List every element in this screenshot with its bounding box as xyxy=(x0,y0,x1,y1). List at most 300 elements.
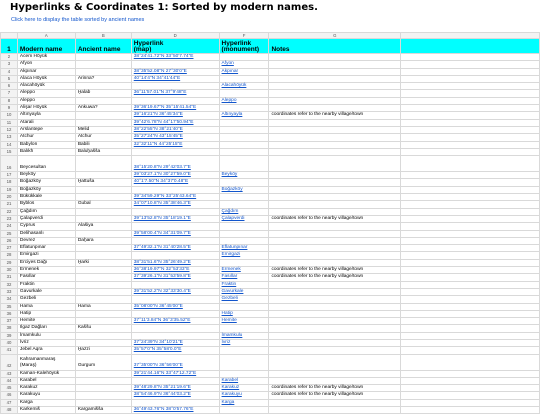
map-link[interactable]: 37°35'00"N 36°56'00"E xyxy=(133,363,183,369)
empty-cell[interactable] xyxy=(401,215,540,222)
map-link-cell[interactable] xyxy=(131,148,219,155)
map-link-cell[interactable] xyxy=(131,370,219,377)
map-link-cell[interactable] xyxy=(131,141,219,148)
empty-cell[interactable] xyxy=(401,274,540,281)
row-number[interactable]: 31 xyxy=(1,274,18,281)
modern-name-cell[interactable]: Alacahöyük xyxy=(17,83,75,90)
modern-name-cell[interactable]: Hatip xyxy=(17,310,75,317)
empty-cell[interactable] xyxy=(401,134,540,141)
modern-name-cell[interactable]: Alişar Höyük xyxy=(17,105,75,112)
modern-name-cell[interactable]: Bükükkale xyxy=(17,194,75,201)
monument-link-cell[interactable] xyxy=(219,134,269,141)
col-letter-d[interactable]: D xyxy=(131,33,219,39)
empty-cell[interactable] xyxy=(401,259,540,266)
monument-link[interactable]: İmamkulu xyxy=(221,332,243,338)
modern-name-cell[interactable]: Arslantepe xyxy=(17,126,75,133)
row-number[interactable]: 18 xyxy=(1,179,18,186)
ancient-name-cell[interactable] xyxy=(75,267,131,274)
notes-cell[interactable] xyxy=(269,201,401,208)
map-link[interactable]: 38°15'20.8"N 29°42'03.7"E xyxy=(133,164,191,170)
notes-cell[interactable] xyxy=(269,156,401,172)
monument-link-cell[interactable] xyxy=(219,347,269,354)
map-link[interactable]: 39°36'19.67"N 35°15'41.54"E xyxy=(133,105,197,111)
empty-cell[interactable] xyxy=(401,296,540,303)
modern-name-cell[interactable]: Emirgazi xyxy=(17,252,75,259)
empty-cell[interactable] xyxy=(401,186,540,193)
row-number[interactable]: 20 xyxy=(1,194,18,201)
modern-name-cell[interactable]: Akpınar xyxy=(17,68,75,75)
modern-name-cell[interactable]: Kahramanmaraş (Maraş) xyxy=(17,354,75,370)
monument-link[interactable]: Emirgazi xyxy=(221,252,241,258)
row-number[interactable]: 38 xyxy=(1,325,18,332)
map-link[interactable]: 35°27'24"N 43°15'45"E xyxy=(133,134,183,140)
monument-link-cell[interactable] xyxy=(219,354,269,370)
row-number[interactable]: 33 xyxy=(1,288,18,295)
ancient-name-cell[interactable]: Kaššu xyxy=(75,325,131,332)
ancient-name-cell[interactable]: Baluḫašša xyxy=(75,148,131,155)
monument-link-cell[interactable] xyxy=(219,54,269,61)
monument-link[interactable]: Karakuyu xyxy=(221,392,242,398)
monument-link-cell[interactable] xyxy=(219,105,269,112)
ancient-name-cell[interactable] xyxy=(75,332,131,339)
map-link-cell[interactable] xyxy=(131,347,219,354)
ancient-name-cell[interactable]: Kargamišša xyxy=(75,407,131,414)
empty-cell[interactable] xyxy=(401,370,540,377)
notes-cell[interactable] xyxy=(269,296,401,303)
map-link-cell[interactable] xyxy=(131,259,219,266)
modern-name-cell[interactable]: Boğazköy xyxy=(17,179,75,186)
empty-cell[interactable] xyxy=(401,61,540,68)
modern-name-cell[interactable]: Balıkh xyxy=(17,148,75,155)
monument-link-cell[interactable] xyxy=(219,90,269,97)
notes-cell[interactable]: coordinates refer to the nearby village/town xyxy=(269,112,401,119)
map-link-cell[interactable] xyxy=(131,119,219,126)
row-number[interactable]: 9 xyxy=(1,105,18,112)
map-link-cell[interactable] xyxy=(131,105,219,112)
monument-link-cell[interactable] xyxy=(219,385,269,392)
map-link[interactable]: 39°21'44.16"N 33°47'12.72"E xyxy=(133,370,197,376)
row-number[interactable]: 35 xyxy=(1,303,18,310)
map-link-cell[interactable] xyxy=(131,54,219,61)
col-letter-b[interactable]: B xyxy=(75,33,131,39)
ancient-name-cell[interactable]: Gubal xyxy=(75,201,131,208)
ancient-name-cell[interactable]: Melid xyxy=(75,126,131,133)
monument-link-cell[interactable] xyxy=(219,407,269,414)
row-number[interactable]: 27 xyxy=(1,245,18,252)
monument-link[interactable]: Boğazköy xyxy=(221,186,243,192)
monument-link-cell[interactable] xyxy=(219,75,269,82)
map-link-cell[interactable] xyxy=(131,245,219,252)
row-number[interactable]: 47 xyxy=(1,399,18,406)
map-link-cell[interactable] xyxy=(131,83,219,90)
empty-cell[interactable] xyxy=(401,126,540,133)
row-number[interactable]: 34 xyxy=(1,296,18,303)
row-number[interactable]: 46 xyxy=(1,392,18,399)
empty-cell[interactable] xyxy=(401,377,540,384)
modern-name-cell[interactable]: Ilgaz Dağları xyxy=(17,325,75,332)
ancient-name-cell[interactable] xyxy=(75,172,131,179)
modern-name-cell[interactable]: Afyon xyxy=(17,61,75,68)
map-link[interactable]: 37°49'32.1"N 31°40'28.5"E xyxy=(133,245,191,251)
notes-cell[interactable] xyxy=(269,208,401,215)
monument-link[interactable]: Karabel xyxy=(221,377,239,383)
modern-name-cell[interactable]: Hemite xyxy=(17,318,75,325)
modern-name-cell[interactable]: Atarali xyxy=(17,119,75,126)
monument-link[interactable]: Karga xyxy=(221,399,235,405)
monument-link-cell[interactable] xyxy=(219,148,269,155)
map-link-cell[interactable] xyxy=(131,377,219,384)
ancient-name-cell[interactable] xyxy=(75,281,131,288)
monument-link-cell[interactable] xyxy=(219,310,269,317)
notes-cell[interactable] xyxy=(269,399,401,406)
map-link-cell[interactable] xyxy=(131,399,219,406)
notes-cell[interactable] xyxy=(269,332,401,339)
notes-cell[interactable] xyxy=(269,281,401,288)
empty-cell[interactable] xyxy=(401,288,540,295)
ancient-name-cell[interactable] xyxy=(75,339,131,346)
ancient-name-cell[interactable]: Gurgum xyxy=(75,354,131,370)
notes-cell[interactable]: coordinates refer to the nearby village/town xyxy=(269,215,401,222)
ancient-name-cell[interactable]: Ḫazzi xyxy=(75,347,131,354)
ancient-name-cell[interactable]: Babili xyxy=(75,141,131,148)
header-map-link[interactable]: Hyperlink (map) xyxy=(131,39,219,54)
map-link-cell[interactable] xyxy=(131,303,219,310)
modern-name-cell[interactable]: Ermenek xyxy=(17,267,75,274)
empty-cell[interactable] xyxy=(401,325,540,332)
empty-cell[interactable] xyxy=(401,54,540,61)
row-number[interactable]: 37 xyxy=(1,318,18,325)
modern-name-cell[interactable]: Çalapverdi xyxy=(17,215,75,222)
ancient-name-cell[interactable]: Ḫalab xyxy=(75,90,131,97)
ancient-name-cell[interactable] xyxy=(75,318,131,325)
notes-cell[interactable] xyxy=(269,194,401,201)
monument-link-cell[interactable] xyxy=(219,201,269,208)
modern-name-cell[interactable]: Kaman-Kalehöyük xyxy=(17,370,75,377)
empty-cell[interactable] xyxy=(401,156,540,172)
empty-cell[interactable] xyxy=(401,267,540,274)
row-number[interactable]: 2 xyxy=(1,54,18,61)
row-number[interactable]: 48 xyxy=(1,407,18,414)
ancient-name-cell[interactable] xyxy=(75,119,131,126)
ancient-name-cell[interactable]: Ḫarki xyxy=(75,259,131,266)
map-link-cell[interactable] xyxy=(131,179,219,186)
map-link-cell[interactable] xyxy=(131,97,219,104)
row-number[interactable]: 28 xyxy=(1,252,18,259)
row-number[interactable]: 15 xyxy=(1,148,18,155)
monument-link-cell[interactable] xyxy=(219,223,269,230)
map-link-cell[interactable] xyxy=(131,172,219,179)
map-link-cell[interactable] xyxy=(131,407,219,414)
map-link[interactable]: 38°24'41.72"N 33°50'7.74"E xyxy=(133,54,194,59)
map-link-cell[interactable] xyxy=(131,318,219,325)
row-number[interactable]: 45 xyxy=(1,385,18,392)
row-number[interactable]: 19 xyxy=(1,186,18,193)
modern-name-cell[interactable]: Beycesultan xyxy=(17,156,75,172)
map-link[interactable]: 40°1'7.50"N 34°37'0.48"E xyxy=(133,179,189,185)
monument-link[interactable]: Afyon xyxy=(221,61,234,67)
notes-cell[interactable] xyxy=(269,325,401,332)
ancient-name-cell[interactable] xyxy=(75,310,131,317)
notes-cell[interactable]: coordinates refer to the nearby village/town xyxy=(269,267,401,274)
empty-cell[interactable] xyxy=(401,385,540,392)
monument-link-cell[interactable] xyxy=(219,370,269,377)
row-number[interactable]: 16 xyxy=(1,156,18,172)
map-link[interactable]: 34°07'10.8"N 35°38'46.3"E xyxy=(133,201,191,207)
empty-cell[interactable] xyxy=(401,318,540,325)
map-link[interactable]: 35°57'0"N 35°58'0.0"E xyxy=(133,347,182,353)
row-number[interactable]: 41 xyxy=(1,347,18,354)
empty-cell[interactable] xyxy=(401,223,540,230)
map-link[interactable]: 40°14'4"N 34°41'44"E xyxy=(133,75,181,81)
row-number[interactable]: 10 xyxy=(1,112,18,119)
row-number[interactable]: 29 xyxy=(1,259,18,266)
monument-link-cell[interactable] xyxy=(219,325,269,332)
row-number[interactable]: 43 xyxy=(1,370,18,377)
notes-cell[interactable] xyxy=(269,134,401,141)
ancient-name-cell[interactable]: Daḫara xyxy=(75,237,131,244)
notes-cell[interactable] xyxy=(269,259,401,266)
ancient-name-cell[interactable] xyxy=(75,274,131,281)
monument-link-cell[interactable] xyxy=(219,377,269,384)
modern-name-cell[interactable]: Cyprus xyxy=(17,223,75,230)
modern-name-cell[interactable]: Fraktin xyxy=(17,281,75,288)
ancient-name-cell[interactable]: Atchur xyxy=(75,134,131,141)
notes-cell[interactable] xyxy=(269,186,401,193)
empty-cell[interactable] xyxy=(401,194,540,201)
empty-cell[interactable] xyxy=(401,90,540,97)
monument-link[interactable]: Çağdım xyxy=(221,208,239,214)
notes-cell[interactable]: coordinates refer to the nearby village/town xyxy=(269,274,401,281)
modern-name-cell[interactable]: Aleppo xyxy=(17,97,75,104)
notes-cell[interactable] xyxy=(269,288,401,295)
col-letter-a[interactable]: A xyxy=(17,33,75,39)
empty-cell[interactable] xyxy=(401,179,540,186)
row-number[interactable]: 6 xyxy=(1,83,18,90)
notes-cell[interactable] xyxy=(269,237,401,244)
map-link-cell[interactable] xyxy=(131,252,219,259)
empty-cell[interactable] xyxy=(401,332,540,339)
empty-cell[interactable] xyxy=(401,97,540,104)
monument-link-cell[interactable] xyxy=(219,112,269,119)
map-link[interactable]: 36°11'57.01"N 37°9'48"E xyxy=(133,90,187,96)
row-number[interactable]: 40 xyxy=(1,339,18,346)
ancient-name-cell[interactable] xyxy=(75,399,131,406)
map-link-cell[interactable] xyxy=(131,156,219,172)
ancient-name-cell[interactable] xyxy=(75,61,131,68)
map-link[interactable]: 37°24'39"N 34°10'21"E xyxy=(133,339,183,345)
header-notes[interactable]: Notes xyxy=(269,39,401,54)
map-link-cell[interactable] xyxy=(131,75,219,82)
notes-cell[interactable] xyxy=(269,179,401,186)
header-ancient-name[interactable]: Ancient name xyxy=(75,39,131,54)
sort-by-ancient-link[interactable]: Click here to display the table sorted by ancient names xyxy=(11,17,145,23)
ancient-name-cell[interactable] xyxy=(75,252,131,259)
notes-cell[interactable] xyxy=(269,347,401,354)
map-link-cell[interactable] xyxy=(131,68,219,75)
map-link-cell[interactable] xyxy=(131,230,219,237)
row-number[interactable]: 42 xyxy=(1,354,18,370)
monument-link-cell[interactable] xyxy=(219,68,269,75)
notes-cell[interactable] xyxy=(269,90,401,97)
map-link-cell[interactable] xyxy=(131,208,219,215)
monument-link-cell[interactable] xyxy=(219,186,269,193)
monument-link-cell[interactable] xyxy=(219,245,269,252)
ancient-name-cell[interactable] xyxy=(75,156,131,172)
map-link-cell[interactable] xyxy=(131,201,219,208)
monument-link-cell[interactable] xyxy=(219,399,269,406)
notes-cell[interactable] xyxy=(269,223,401,230)
map-link-cell[interactable] xyxy=(131,385,219,392)
notes-cell[interactable] xyxy=(269,318,401,325)
ancient-name-cell[interactable] xyxy=(75,245,131,252)
map-link[interactable]: 39°48'29.8"N 35°21'19.6"E xyxy=(133,385,191,391)
monument-link[interactable]: Hemite xyxy=(221,318,237,324)
monument-link-cell[interactable] xyxy=(219,126,269,133)
monument-link-cell[interactable] xyxy=(219,83,269,90)
map-link[interactable]: 37°39'26.1"N 31°53'59.8"E xyxy=(133,274,191,280)
monument-link[interactable]: Beyköy xyxy=(221,172,238,178)
monument-link[interactable]: Hatip xyxy=(221,310,233,316)
ancient-name-cell[interactable] xyxy=(75,97,131,104)
row-number[interactable]: 26 xyxy=(1,237,18,244)
modern-name-cell[interactable]: Karabel xyxy=(17,377,75,384)
empty-cell[interactable] xyxy=(401,252,540,259)
modern-name-cell[interactable]: Altınyayla xyxy=(17,112,75,119)
monument-link-cell[interactable] xyxy=(219,156,269,172)
modern-name-cell[interactable]: Atchur xyxy=(17,134,75,141)
notes-cell[interactable] xyxy=(269,68,401,75)
monument-link-cell[interactable] xyxy=(219,296,269,303)
notes-cell[interactable] xyxy=(269,377,401,384)
ancient-name-cell[interactable] xyxy=(75,54,131,61)
map-link[interactable]: 38°22'55"N 38°21'40"E xyxy=(133,126,183,132)
map-link-cell[interactable] xyxy=(131,274,219,281)
monument-link[interactable]: Fasıllar xyxy=(221,274,238,280)
empty-cell[interactable] xyxy=(401,201,540,208)
row-number[interactable]: 17 xyxy=(1,172,18,179)
modern-name-cell[interactable]: Hama xyxy=(17,303,75,310)
map-link-cell[interactable] xyxy=(131,288,219,295)
modern-name-cell[interactable]: Gezbeli xyxy=(17,296,75,303)
empty-cell[interactable] xyxy=(401,208,540,215)
ancient-name-cell[interactable] xyxy=(75,385,131,392)
notes-cell[interactable] xyxy=(269,339,401,346)
map-link[interactable]: 35°08'00"N 36°45'00"E xyxy=(133,303,183,309)
notes-cell[interactable] xyxy=(269,172,401,179)
map-link[interactable]: 38°35'52.08"N 27°30'0"E xyxy=(133,68,187,74)
monument-link-cell[interactable] xyxy=(219,318,269,325)
notes-cell[interactable]: coordinates refer to the nearby village/town xyxy=(269,385,401,392)
notes-cell[interactable] xyxy=(269,141,401,148)
row-number[interactable]: 1 xyxy=(1,39,18,54)
monument-link-cell[interactable] xyxy=(219,208,269,215)
map-link-cell[interactable] xyxy=(131,126,219,133)
empty-cell[interactable] xyxy=(401,399,540,406)
monument-link-cell[interactable] xyxy=(219,215,269,222)
monument-link[interactable]: Eflatunpınar xyxy=(221,245,248,251)
empty-cell[interactable] xyxy=(401,105,540,112)
monument-link[interactable]: Akpınar xyxy=(221,68,239,74)
map-link-cell[interactable] xyxy=(131,112,219,119)
row-number[interactable]: 32 xyxy=(1,281,18,288)
monument-link-cell[interactable] xyxy=(219,172,269,179)
map-link-cell[interactable] xyxy=(131,237,219,244)
notes-cell[interactable] xyxy=(269,303,401,310)
notes-cell[interactable] xyxy=(269,252,401,259)
modern-name-cell[interactable]: Beyköy xyxy=(17,172,75,179)
notes-cell[interactable] xyxy=(269,354,401,370)
map-link[interactable]: 38°31'51.6"N 35°26'49.2"E xyxy=(133,259,191,265)
monument-link-cell[interactable] xyxy=(219,259,269,266)
notes-cell[interactable] xyxy=(269,370,401,377)
map-link[interactable]: 39°34'59.29"N 33°25'43.64"E xyxy=(133,194,197,200)
ancient-name-cell[interactable]: Alašiya xyxy=(75,223,131,230)
ancient-name-cell[interactable] xyxy=(75,68,131,75)
monument-link-cell[interactable] xyxy=(219,392,269,399)
row-number[interactable]: 22 xyxy=(1,208,18,215)
notes-cell[interactable] xyxy=(269,97,401,104)
modern-name-cell[interactable]: Fasıllar xyxy=(17,274,75,281)
notes-cell[interactable] xyxy=(269,83,401,90)
monument-link-cell[interactable] xyxy=(219,230,269,237)
monument-link-cell[interactable] xyxy=(219,303,269,310)
monument-link-cell[interactable] xyxy=(219,141,269,148)
modern-name-cell[interactable]: İmamkulu xyxy=(17,332,75,339)
ancient-name-cell[interactable]: Ḫattuša xyxy=(75,179,131,186)
ancient-name-cell[interactable] xyxy=(75,215,131,222)
row-number[interactable]: 13 xyxy=(1,134,18,141)
notes-cell[interactable] xyxy=(269,407,401,414)
monument-link[interactable]: Fraktin xyxy=(221,281,237,287)
modern-name-cell[interactable]: Karakuz xyxy=(17,385,75,392)
row-number[interactable]: 21 xyxy=(1,201,18,208)
notes-cell[interactable] xyxy=(269,148,401,155)
row-number[interactable]: 3 xyxy=(1,61,18,68)
monument-link-cell[interactable] xyxy=(219,179,269,186)
row-number[interactable]: 30 xyxy=(1,267,18,274)
ancient-name-cell[interactable] xyxy=(75,296,131,303)
monument-link-cell[interactable] xyxy=(219,267,269,274)
map-link-cell[interactable] xyxy=(131,392,219,399)
monument-link-cell[interactable] xyxy=(219,274,269,281)
monument-link-cell[interactable] xyxy=(219,97,269,104)
empty-cell[interactable] xyxy=(401,83,540,90)
notes-cell[interactable]: coordinates refer to the nearby village/town xyxy=(269,392,401,399)
empty-cell[interactable] xyxy=(401,245,540,252)
map-link-cell[interactable] xyxy=(131,61,219,68)
notes-cell[interactable] xyxy=(269,126,401,133)
map-link[interactable]: 39°13'52.8"N 35°18'19.1"E xyxy=(133,215,191,221)
modern-name-cell[interactable]: Byblos xyxy=(17,201,75,208)
empty-cell[interactable] xyxy=(401,407,540,414)
modern-name-cell[interactable]: Alaca Höyük xyxy=(17,75,75,82)
row-number[interactable]: 39 xyxy=(1,332,18,339)
monument-link[interactable]: İvriz xyxy=(221,339,231,345)
monument-link-cell[interactable] xyxy=(219,339,269,346)
map-link-cell[interactable] xyxy=(131,194,219,201)
empty-cell[interactable] xyxy=(401,392,540,399)
modern-name-cell[interactable]: Aleppo xyxy=(17,90,75,97)
ancient-name-cell[interactable] xyxy=(75,370,131,377)
map-link-cell[interactable] xyxy=(131,332,219,339)
ancient-name-cell[interactable] xyxy=(75,392,131,399)
ancient-name-cell[interactable]: Ankuwa? xyxy=(75,105,131,112)
monument-link-cell[interactable] xyxy=(219,237,269,244)
empty-cell[interactable] xyxy=(401,148,540,155)
monument-link-cell[interactable] xyxy=(219,332,269,339)
row-number[interactable]: 14 xyxy=(1,141,18,148)
modern-name-cell[interactable]: Acem Höyük xyxy=(17,54,75,61)
